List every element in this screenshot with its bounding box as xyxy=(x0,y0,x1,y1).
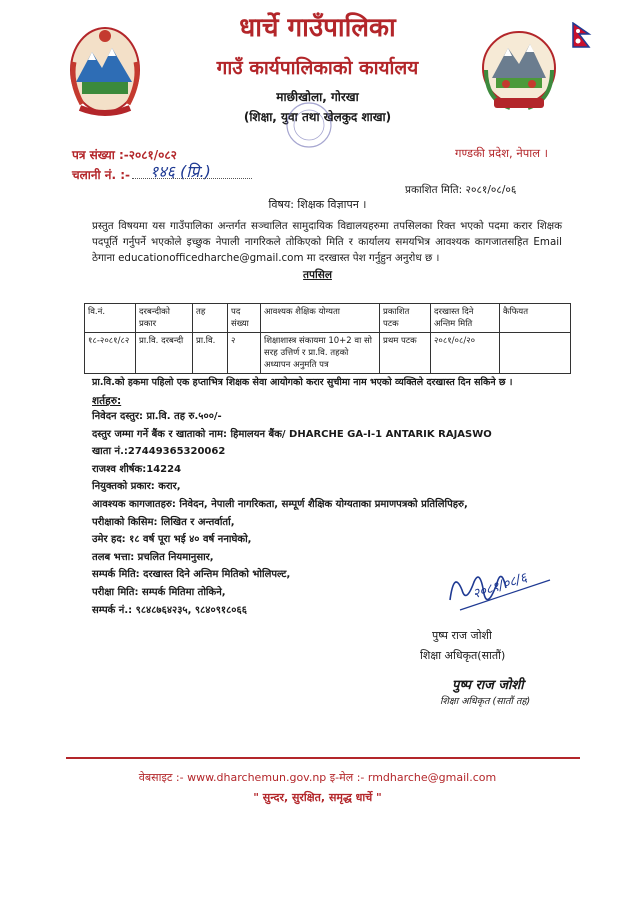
province-name: गण्डकी प्रदेश, नेपाल । xyxy=(455,146,549,160)
table-cell xyxy=(500,333,571,374)
signatory-name: पुष्प राज जोशी xyxy=(432,629,492,642)
dispatch-underline xyxy=(132,178,252,180)
table-row xyxy=(85,333,571,374)
footer-divider xyxy=(66,757,580,759)
condition-item: नियुक्तको प्रकार: करार, xyxy=(92,481,181,493)
table-cell: १८-२०८१/८२ xyxy=(85,333,136,374)
table-header-cell: पद संख्या xyxy=(228,304,261,333)
condition-item: दस्तुर जम्मा गर्ने बैंक र खाताको नाम: हिमालयन बैंक/ DHARCHE GA-I-1 ANTARIK RAJASWO xyxy=(92,428,492,440)
first-week-note: प्रा.वि.को हकमा पहिलो एक हप्ताभित्र शिक्षक सेवा आयोगको करार सुचीमा नाम भएको व्यक्तिले दरखास्त दिन सकिने छ । xyxy=(92,377,513,388)
condition-item: परीक्षाको किसिम: लिखित र अन्तर्वार्ता, xyxy=(92,516,235,528)
condition-item: सम्पर्क मिति: दरखास्त दिने अन्तिम मितिको भोलिपल्ट, xyxy=(92,569,291,581)
table-cell: प्रा.वि. दरबन्दी xyxy=(136,333,193,374)
table-cell: २ xyxy=(228,333,261,374)
office-title: गाउँ कार्यपालिकाको कार्यालय xyxy=(216,57,419,79)
condition-item: सम्पर्क नं.: ९८४८७६४२३५, ९८४०९१८०६६ xyxy=(92,604,247,616)
footer-slogan: " सुन्दर, सुरक्षित, समृद्ध धार्चे " xyxy=(253,791,382,804)
condition-item: परीक्षा मिति: सम्पर्क मितिमा तोकिने, xyxy=(92,586,226,598)
table-header-cell: तह xyxy=(193,304,228,333)
table-header-cell: प्रकाशित पटक xyxy=(380,304,431,333)
condition-item: तलब भत्ता: प्रचलित नियमानुसार, xyxy=(92,551,214,563)
published-date: प्रकाशित मिति: २०८१/०८/०६ xyxy=(405,184,517,196)
footer-contact: वेबसाइट :- www.dharchemun.gov.np इ-मेल :- rmdharche@gmail.com xyxy=(138,771,497,784)
condition-item: राजश्व शीर्षक:14224 xyxy=(92,463,182,475)
table-header-cell: वि.नं. xyxy=(85,304,136,333)
office-address: माछीखोला, गोरखा xyxy=(276,90,359,104)
table-cell: २०८१/०८/२० xyxy=(431,333,500,374)
vacancy-table xyxy=(84,303,571,374)
condition-item: खाता नं.:27449365320062 xyxy=(92,446,226,458)
name-stamp: पुष्प राज जोशी xyxy=(452,678,524,693)
table-header-row xyxy=(85,304,571,333)
condition-item: निवेदन दस्तुर: प्रा.वि. तह रु.५००/- xyxy=(92,411,222,422)
table-header-cell: दरखास्त दिने अन्तिम मिति xyxy=(431,304,500,333)
designation-stamp: शिक्षा अधिकृत (सातौं तह) xyxy=(440,696,531,707)
condition-item: उमेर हद: १८ वर्ष पूरा भई ४० वर्ष ननाघेको, xyxy=(92,534,252,546)
municipality-title: धार्चे गाउँपालिका xyxy=(239,13,396,43)
table-header-cell: कैफियत xyxy=(500,304,571,333)
signature-date: २०८१/०८/६ xyxy=(470,570,529,603)
table-cell: प्रा.वि. xyxy=(193,333,228,374)
office-seal xyxy=(284,100,334,154)
subject-line: विषय: शिक्षक विज्ञापन । xyxy=(268,198,367,211)
tapsil-heading: तपसिल xyxy=(303,269,332,281)
table-cell: शिक्षाशास्त्र संकायमा 10+2 वा सो सरह उत्तिर्ण र प्रा.वि. तहको अध्यापन अनुमति पत्र xyxy=(261,333,380,374)
conditions-list xyxy=(92,408,492,619)
signatory-designation: शिक्षा अधिकृत(सातौं) xyxy=(420,649,506,662)
conditions-title: शर्तहरु: xyxy=(92,395,122,407)
notice-paragraph: प्रस्तुत विषयमा यस गाउँपालिका अन्तर्गत सञ्चालित सामुदायिक विद्यालयहरुमा तपसिलका रिक्त भएको पदमा करार शिक्षक पदपूर्ति गर्नुपर्ने भएकोले इच्छुक नेपाली नागरिकले तोकिएको मिति र कार्यालय समयभित्र आवश्यक कागजातसहित Email ठेगाना educationofficedharche@gmail.com मा दरखास्त पेश गर्नुहुन अनुरोध छ । xyxy=(92,220,562,264)
condition-item: आवश्यक कागजातहरु: निवेदन, नेपाली नागरिकता, सम्पूर्ण शैक्षिक योग्यताका प्रमाणपत्रको प्रतिलिपिहरु, xyxy=(92,498,468,510)
section-name: (शिक्षा, युवा तथा खेलकुद शाखा) xyxy=(243,110,392,124)
table-header-cell: दरबन्दीको प्रकार xyxy=(136,304,193,333)
table-header-cell: आवश्यक शैक्षिक योग्यता xyxy=(261,304,380,333)
dispatch-number-label: चलानी नं. :- xyxy=(72,168,130,182)
table-cell: प्रथम पटक xyxy=(380,333,431,374)
dispatch-number-handwritten: १४६ (प्रि.) xyxy=(150,162,211,181)
letter-number: पत्र संख्या :-२०८१/०८२ xyxy=(72,148,177,162)
